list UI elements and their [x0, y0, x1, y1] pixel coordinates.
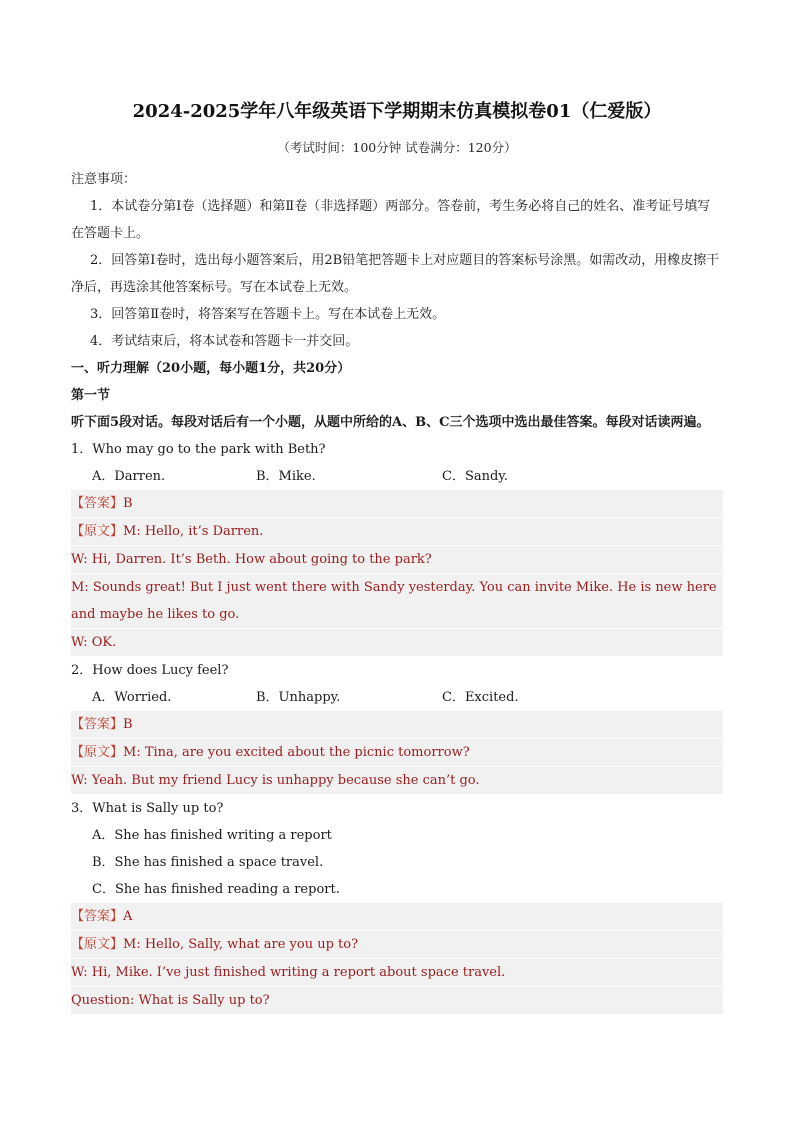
option-c: C．Sandy.: [442, 469, 509, 484]
option-b: B．Unhappy.: [256, 690, 341, 705]
answer-label: 【答案】: [71, 496, 124, 511]
transcript-line: [71, 739, 723, 767]
transcript-text: M: Tina, are you excited about the picnic tomorrow?: [123, 745, 470, 760]
section-heading: 一、听力理解（20小题，每小题1分，共20分）: [71, 361, 351, 376]
question-stem: 1．Who may go to the park with Beth?: [71, 442, 326, 457]
question-stem: 3．What is Sally up to?: [71, 801, 224, 816]
answer-block: [71, 490, 723, 657]
option-a: A．Darren.: [92, 469, 166, 484]
option-a: A．She has finished writing a report: [92, 828, 332, 843]
transcript-line: Question: What is Sally up to?: [71, 987, 723, 1015]
exam-content: [71, 166, 723, 1015]
page-title: 2024-2025学年八年级英语下学期期末仿真模拟卷01（仁爱版）: [132, 101, 662, 122]
transcript-line: [71, 931, 723, 959]
transcript-line: W: Yeah. But my friend Lucy is unhappy because she can’t go.: [71, 767, 723, 795]
answer-value: B: [123, 717, 133, 732]
answer-value: B: [123, 496, 133, 511]
option-b: B．She has finished a space travel.: [92, 855, 324, 870]
transcript-line: [71, 518, 723, 546]
answer-line: [71, 490, 723, 518]
transcript-line: M: Sounds great! But I just went there with Sandy yesterday. You can invite Mike. He is new here and maybe he likes to go.: [71, 574, 723, 629]
option-c: C．She has finished reading a report.: [92, 882, 340, 897]
option-b: B．Mike.: [256, 469, 316, 484]
transcript-label: 【原文】: [71, 524, 124, 539]
option-a: A．Worried.: [92, 690, 172, 705]
section-instructions: 听下面5段对话。每段对话后有一个小题，从题中所给的A、B、C三个选项中选出最佳答案。每段对话读两遍。: [71, 415, 710, 430]
answer-block: [71, 711, 723, 795]
transcript-line: W: OK.: [71, 629, 723, 657]
answer-label: 【答案】: [71, 717, 124, 732]
options-row: [71, 463, 723, 490]
transcript-line: W: Hi, Darren. It’s Beth. How about going to the park?: [71, 546, 723, 574]
answer-label: 【答案】: [71, 909, 124, 924]
transcript-label: 【原文】: [71, 745, 124, 760]
answer-line: [71, 903, 723, 931]
transcript-label: 【原文】: [71, 937, 124, 952]
options-column: [71, 822, 723, 903]
question-stem: 2．How does Lucy feel?: [71, 663, 229, 678]
transcript-line: W: Hi, Mike. I’ve just finished writing a report about space travel.: [71, 959, 723, 987]
answer-value: A: [123, 909, 133, 924]
exam-info: （考试时间：100分钟 试卷满分：120分）: [277, 140, 517, 155]
note-item-4: 4．考试结束后，将本试卷和答题卡一并交回。: [90, 334, 359, 349]
transcript-text: M: Hello, it’s Darren.: [123, 524, 264, 539]
transcript-text: M: Hello, Sally, what are you up to?: [123, 937, 359, 952]
note-item-1: 1．本试卷分第Ⅰ卷（选择题）和第Ⅱ卷（非选择题）两部分。答卷前，考生务必将自己的姓名、准考证号填写在答题卡上。: [71, 199, 711, 241]
section-part: 第一节: [71, 388, 111, 403]
answer-line: [71, 711, 723, 739]
notes-heading: 注意事项：: [71, 172, 137, 187]
note-item-3: 3．回答第Ⅱ卷时，将答案写在答题卡上。写在本试卷上无效。: [90, 307, 446, 322]
option-c: C．Excited.: [442, 690, 519, 705]
options-row: [71, 684, 723, 711]
note-item-2: 2．回答第Ⅰ卷时，选出每小题答案后，用2B铅笔把答题卡上对应题目的答案标号涂黑。如需改动，用橡皮擦干净后，再选涂其他答案标号。写在本试卷上无效。: [71, 253, 720, 295]
answer-block: [71, 903, 723, 1015]
